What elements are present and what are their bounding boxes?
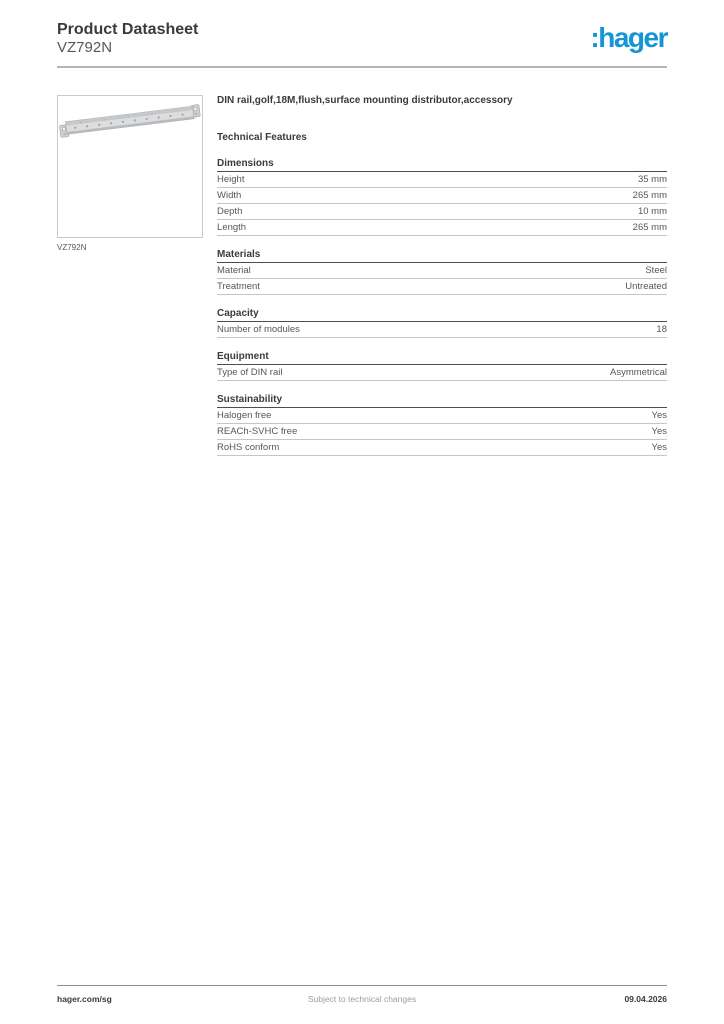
section-title: Dimensions [217, 158, 667, 172]
section-rows [217, 408, 667, 456]
spec-value: 265 mm [632, 221, 667, 233]
section-title: Sustainability [217, 394, 667, 408]
section-title: Equipment [217, 351, 667, 365]
technical-features-heading: Technical Features [217, 132, 307, 143]
spec-section [217, 394, 667, 456]
din-rail-image [58, 96, 202, 237]
page-title: Product Datasheet [57, 21, 199, 38]
spec-value: Asymmetrical [609, 366, 667, 378]
spec-label: Treatment [217, 280, 260, 292]
spec-row [217, 322, 667, 338]
spec-section [217, 158, 667, 236]
hager-logo: :hager [590, 22, 667, 53]
spec-label: Halogen free [217, 409, 272, 421]
section-rows [217, 365, 667, 381]
header-titles [57, 20, 198, 57]
spec-label: Type of DIN rail [217, 366, 283, 378]
spec-row [217, 279, 667, 295]
spec-value: Yes [651, 409, 667, 421]
header [57, 20, 667, 57]
spec-label: REACh-SVHC free [217, 425, 298, 437]
product-image [57, 95, 203, 238]
spec-row [217, 220, 667, 236]
spec-row [217, 440, 667, 456]
spec-row [217, 263, 667, 279]
spec-label: Number of modules [217, 323, 300, 335]
spec-value: 10 mm [637, 205, 667, 217]
spec-value: Yes [651, 441, 667, 453]
content-column [217, 95, 667, 469]
spec-row [217, 188, 667, 204]
section-rows [217, 322, 667, 338]
product-reference: VZ792N [57, 39, 113, 56]
footer [57, 985, 667, 1004]
section-title: Materials [217, 249, 667, 263]
spec-row [217, 408, 667, 424]
spec-label: RoHS conform [217, 441, 280, 453]
spec-value: Yes [651, 425, 667, 437]
footer-date: 09.04.2026 [624, 994, 667, 1004]
spec-section [217, 308, 667, 338]
section-title: Capacity [217, 308, 667, 322]
spec-row [217, 365, 667, 381]
spec-label: Material [217, 264, 251, 276]
footer-website-link[interactable]: hager.com/sg [57, 994, 112, 1004]
spec-value: 265 mm [632, 189, 667, 201]
section-rows [217, 263, 667, 295]
spec-row [217, 204, 667, 220]
spec-label: Height [217, 173, 245, 185]
spec-section [217, 249, 667, 295]
spec-label: Length [217, 221, 247, 233]
product-image-column [57, 95, 203, 252]
product-description: DIN rail,golf,18M,flush,surface mounting distributor,accessory [217, 95, 513, 106]
product-image-caption: VZ792N [57, 243, 87, 252]
spec-section [217, 351, 667, 381]
spec-value: 18 [656, 323, 667, 335]
footer-note: Subject to technical changes [307, 994, 417, 1004]
spec-label: Depth [217, 205, 243, 217]
spec-row [217, 172, 667, 188]
header-divider [57, 66, 667, 68]
spec-value: Steel [645, 264, 667, 276]
section-rows [217, 172, 667, 236]
spec-label: Width [217, 189, 242, 201]
spec-value: 35 mm [637, 173, 667, 185]
tech-sections [217, 158, 667, 456]
spec-row [217, 424, 667, 440]
spec-value: Untreated [625, 280, 667, 292]
